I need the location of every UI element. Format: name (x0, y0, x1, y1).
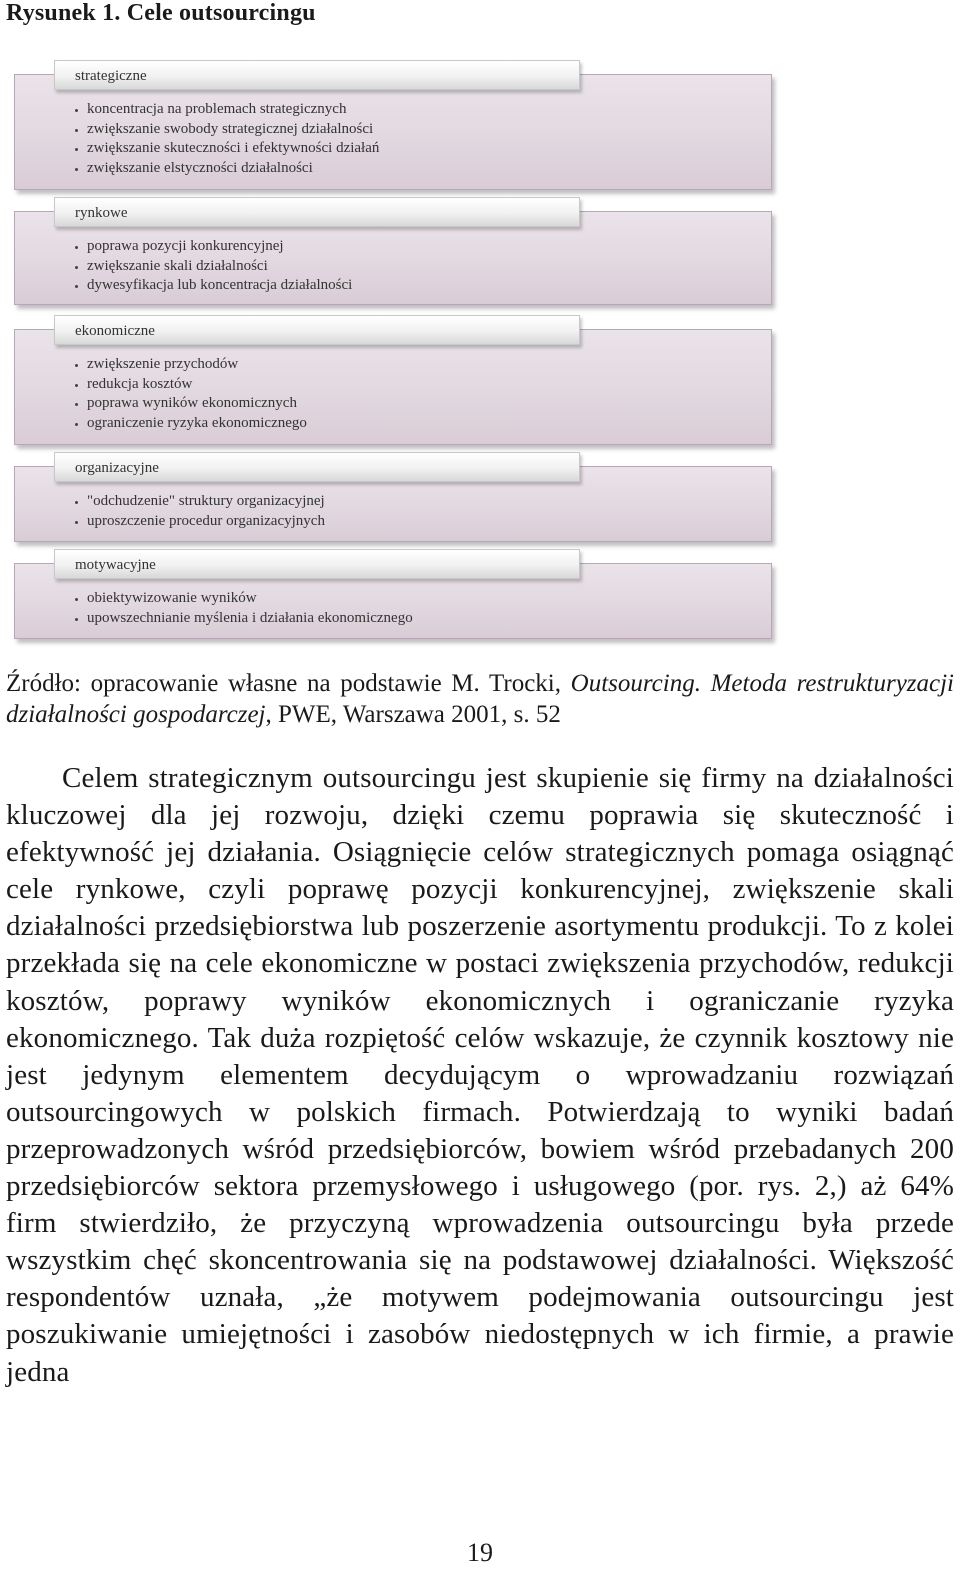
objectives-diagram (0, 0, 960, 650)
group-items-market (74, 237, 352, 296)
list-item: obiektywizowanie wyników (74, 589, 413, 609)
group-label-economic: ekonomiczne (54, 315, 580, 345)
figure-title: Rysunek 1. Cele outsourcingu (6, 0, 316, 26)
list-item: zwiększanie skali działalności (74, 257, 352, 277)
group-label-motivational: motywacyjne (54, 549, 580, 579)
group-items-motivational (74, 589, 413, 628)
list-item: zwiększenie przychodów (74, 355, 307, 375)
group-items-strategic (74, 100, 379, 178)
list-item: koncentracja na problemach strategicznych (74, 100, 379, 120)
source-prefix: Źródło: opracowanie własne na podstawie M. Trocki, (6, 670, 571, 697)
list-item: ograniczenie ryzyka ekonomicznego (74, 414, 307, 434)
group-label-market: rynkowe (54, 197, 580, 227)
list-item: zwiększanie skuteczności i efektywności działań (74, 139, 379, 159)
body-paragraph: Celem strategicznym outsourcingu jest skupienie się firmy na działalności kluczowej dla jej rozwoju, dzięki czemu poprawia się skuteczność i efektywność jej działania. Osiągnięcie celów strategicznych pomaga osiągnąć cele rynkowe, czyli poprawę pozycji konkurencyjnej, zwiększenie skali działalności przedsiębiorstwa lub poszerzenie asortymentu produkcji. To z kolei przekłada się na cele ekonomiczne w postaci zwiększenia przychodów, redukcji kosztów, poprawy wyników ekonomicznych i ograniczanie ryzyka ekonomicznego. Tak duża rozpiętość celów wskazuje, że czynnik kosztowy nie jest jedynym elementem decydującym o wprowadzaniu rozwiązań outsourcingowych w polskich firmach. Potwierdzają to wyniki badań przeprowadzonych wśród przedsiębiorców, bowiem wśród przebadanych 200 przedsiębiorców sektora przemysłowego i usługowego (por. rys. 2,) aż 64% firm stwierdziło, że przyczyną wprowadzenia outsourcingu była przede wszystkim chęć skoncentrowania się na podstawowej działalności. Większość respondentów uznała, „że motywem podejmowania outsourcingu jest poszukiwanie umiejętności i zasobów niedostępnych w ich firmie, a prawie jedna (6, 762, 954, 1388)
list-item: "odchudzenie" struktury organizacyjnej (74, 492, 325, 512)
list-item: poprawa wyników ekonomicznych (74, 394, 307, 414)
source-suffix: , PWE, Warszawa 2001, s. 52 (265, 701, 561, 728)
group-label-strategic: strategiczne (54, 60, 580, 90)
list-item: zwiększanie swobody strategicznej działalności (74, 120, 379, 140)
source-title: Outsourcing. Metoda restrukturyzacji działalności gospodarczej (6, 670, 955, 728)
group-items-economic (74, 355, 307, 433)
list-item: zwiększanie elstyczności działalności (74, 159, 379, 179)
group-items-organizational (74, 492, 325, 531)
list-item: redukcja kosztów (74, 375, 307, 395)
list-item: dywesyfikacja lub koncentracja działalności (74, 276, 352, 296)
list-item: upowszechnianie myślenia i działania ekonomicznego (74, 609, 413, 629)
list-item: poprawa pozycji konkurencyjnej (74, 237, 352, 257)
list-item: uproszczenie procedur organizacyjnych (74, 512, 325, 532)
page-number: 19 (467, 1538, 493, 1567)
group-label-organizational: organizacyjne (54, 452, 580, 482)
figure-source (6, 668, 954, 730)
